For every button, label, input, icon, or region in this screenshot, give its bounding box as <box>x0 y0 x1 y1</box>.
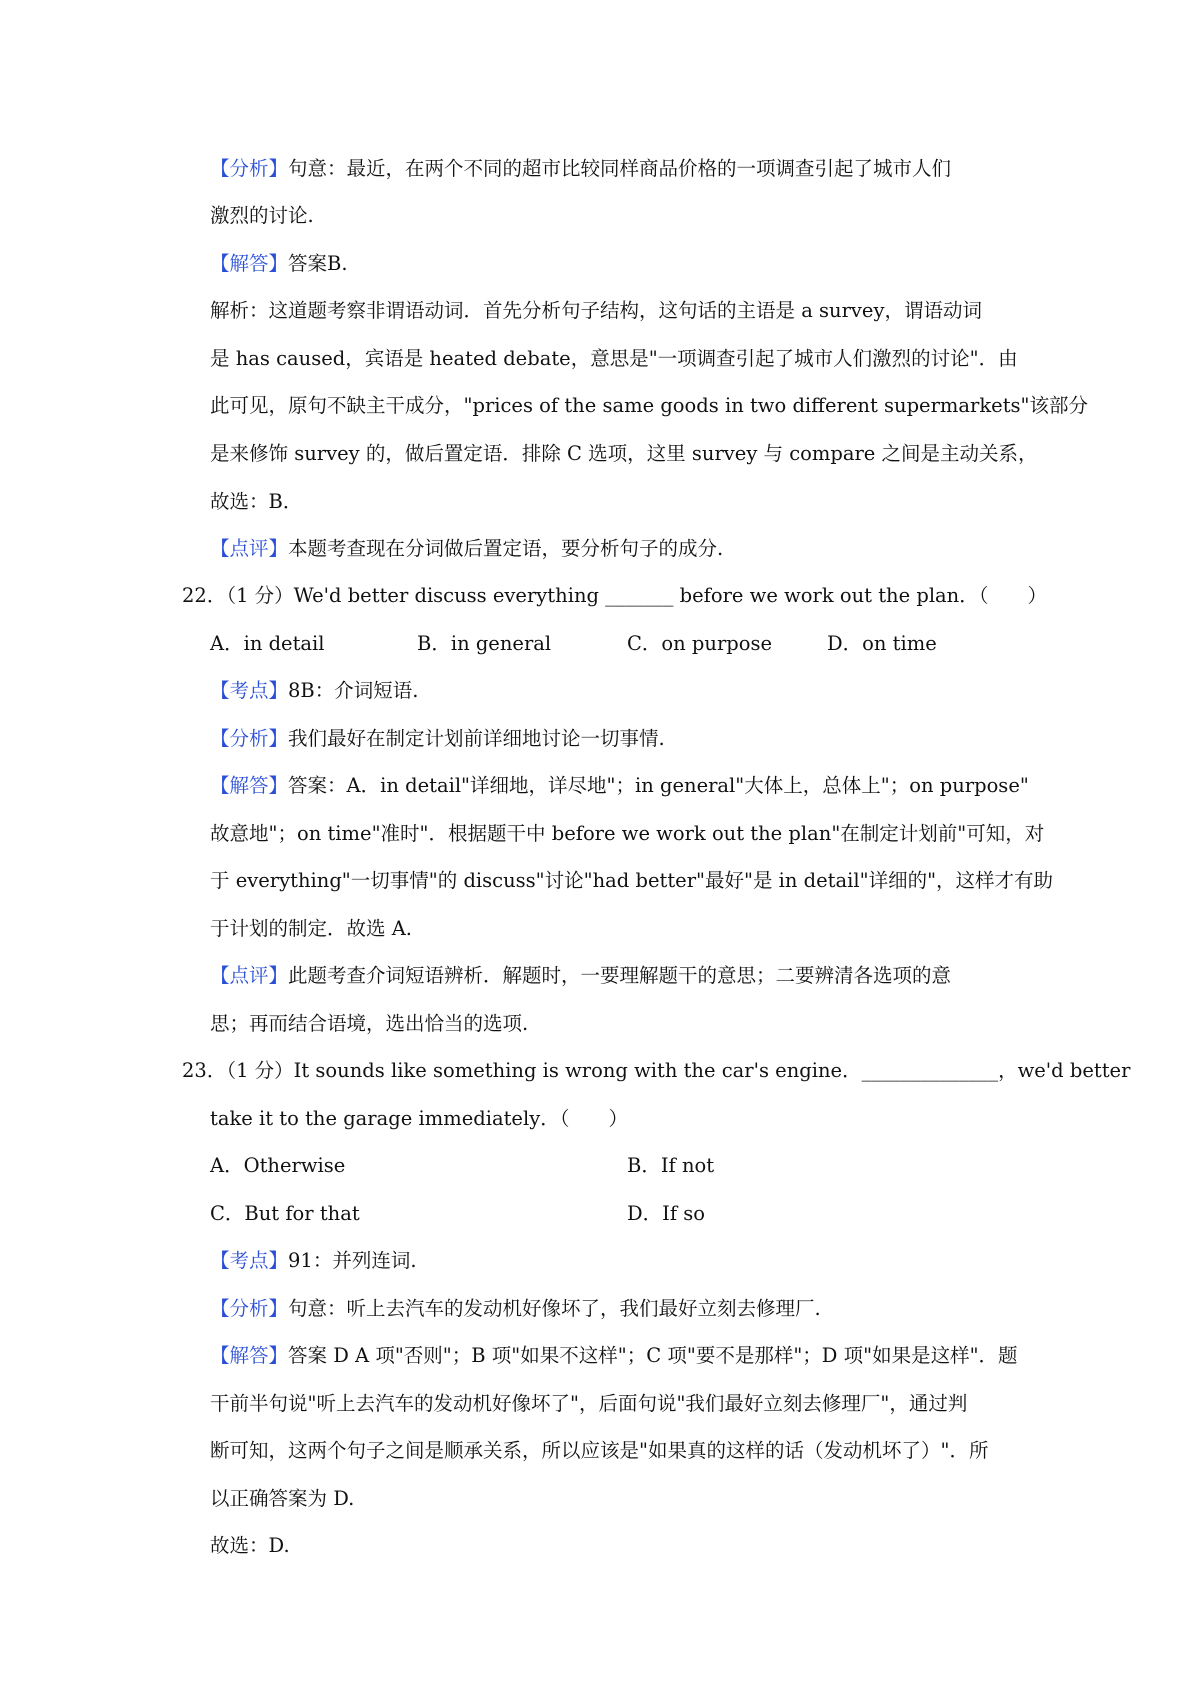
q23-option-a: A．Otherwise <box>210 1154 346 1177</box>
q21-explain-line: 解析：这道题考察非谓语动词．首先分析句子结构，这句话的主语是 a survey，谓语动词 <box>210 299 982 322</box>
q22-point-text: 8B：介词短语. <box>288 679 419 702</box>
answer-tag: 【解答】 <box>210 1344 289 1367</box>
q21-explain-line: 是 has caused，宾语是 heated debate，意思是"一项调查引起了城市人们激烈的讨论"．由 <box>210 347 1018 370</box>
q23-option-c: C．But for that <box>210 1202 360 1225</box>
q22-answer-line <box>210 772 1029 800</box>
q23-point-line <box>210 1247 1020 1275</box>
q21-analysis-text: 句意：最近，在两个不同的超市比较同样商品价格的一项调查引起了城市人们 <box>288 157 952 180</box>
q22-point-line <box>210 677 1020 705</box>
q22-answer-cont: 故意地"；on time"准时"．根据题干中 before we work out the plan"在制定计划前"可知，对 <box>210 822 1045 845</box>
q22-analysis-text: 我们最好在制定计划前详细地讨论一切事情. <box>288 727 665 750</box>
q21-analysis-line <box>210 155 1020 183</box>
q23-stem: 23．（1 分）It sounds like something is wrong with the car's engine．______________，we'd better <box>182 1059 1131 1082</box>
q23-answer-cont: 以正确答案为 D. <box>210 1487 355 1510</box>
q22-option-b: B．in general <box>417 632 552 655</box>
analysis-tag: 【分析】 <box>210 1297 289 1320</box>
q23-answer-line <box>210 1342 1020 1370</box>
q23-answer-text: 答案 D A 项"否则"；B 项"如果不这样"；C 项"要不是那样"；D 项"如果是这样"．题 <box>288 1344 1018 1367</box>
q21-comment-line <box>210 535 1020 563</box>
point-tag: 【考点】 <box>210 679 289 702</box>
point-tag: 【考点】 <box>210 1249 289 1272</box>
q23-analysis-text: 句意：听上去汽车的发动机好像坏了，我们最好立刻去修理厂. <box>288 1297 821 1320</box>
q22-option-a: A．in detail <box>210 632 325 655</box>
q23-answer-cont: 断可知，这两个句子之间是顺承关系，所以应该是"如果真的这样的话（发动机坏了）"．所 <box>210 1439 989 1462</box>
q23-option-d: D．If so <box>627 1202 706 1225</box>
q22-comment-text: 此题考查介词短语辨析．解题时，一要理解题干的意思；二要辨清各选项的意 <box>288 964 952 987</box>
q21-answer-text: 答案B. <box>288 252 348 275</box>
answer-tag: 【解答】 <box>210 774 289 797</box>
q22-stem: 22．（1 分）We'd better discuss everything _______ before we work out the plan．（ ） <box>182 584 1047 607</box>
q22-answer-cont: 于 everything"一切事情"的 discuss"讨论"had better"最好"是 in detail"详细的"，这样才有助 <box>210 869 1054 892</box>
comment-tag: 【点评】 <box>210 964 289 987</box>
q23-answer-cont: 干前半句说"听上去汽车的发动机好像坏了"，后面句说"我们最好立刻去修理厂"，通过判 <box>210 1392 968 1415</box>
q21-answer-line <box>210 250 1020 278</box>
q22-answer-cont: 于计划的制定．故选 A. <box>210 917 412 940</box>
q23-analysis-line <box>210 1295 1020 1323</box>
analysis-tag: 【分析】 <box>210 727 289 750</box>
q21-explain-line: 故选：B． <box>210 490 303 513</box>
q21-comment-text: 本题考查现在分词做后置定语，要分析句子的成分. <box>288 537 724 560</box>
q22-option-c: C．on purpose <box>627 632 773 655</box>
answer-tag: 【解答】 <box>210 252 289 275</box>
comment-tag: 【点评】 <box>210 537 289 560</box>
q23-stem-cont: take it to the garage immediately．（ ） <box>210 1107 628 1130</box>
q22-answer-text: 答案：A．in detail"详细地，详尽地"；in general"大体上，总体上"；on purpose" <box>288 774 1029 797</box>
q21-explain-line: 此可见，原句不缺主干成分，"prices of the same goods in two different supermarkets"该部分 <box>210 394 1089 417</box>
analysis-tag: 【分析】 <box>210 157 289 180</box>
q23-point-text: 91：并列连词. <box>288 1249 417 1272</box>
q22-analysis-line <box>210 725 1020 753</box>
q22-comment-line <box>210 962 1020 990</box>
q23-option-b: B．If not <box>627 1154 715 1177</box>
q22-option-d: D．on time <box>827 632 937 655</box>
q23-final: 故选：D. <box>210 1534 290 1557</box>
q21-explain-line: 是来修饰 survey 的，做后置定语．排除 C 选项，这里 survey 与 compare 之间是主动关系， <box>210 442 1038 465</box>
q21-analysis-cont: 激烈的讨论. <box>210 204 314 227</box>
q22-comment-cont: 思；再而结合语境，选出恰当的选项. <box>210 1012 529 1035</box>
